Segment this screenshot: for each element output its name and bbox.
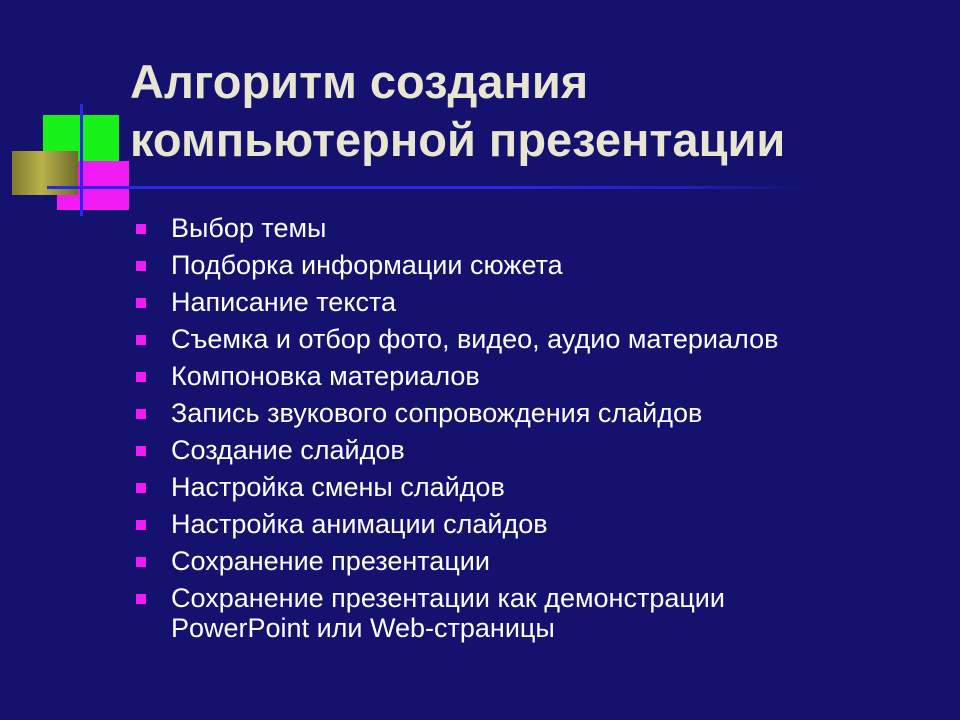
bullet-square-icon: [136, 372, 146, 382]
bullet-square-icon: [136, 409, 146, 419]
list-item: Выбор темы: [133, 213, 933, 250]
bullet-square-icon: [136, 335, 146, 345]
list-item: Компоновка материалов: [133, 361, 933, 398]
decorative-vertical-line: [80, 104, 83, 216]
title-underline: [47, 186, 807, 189]
list-item: Написание текста: [133, 287, 933, 324]
bullet-square-icon: [136, 446, 146, 456]
bullet-square-icon: [136, 594, 146, 604]
slide-title-line-2: компьютерной презентации: [130, 113, 786, 166]
bullet-square-icon: [136, 298, 146, 308]
bullet-square-icon: [136, 557, 146, 567]
bullet-square-icon: [136, 483, 146, 493]
list-item-last: Сохранение презентации как демонстрации PowerPoint или Web-страницы: [133, 583, 933, 643]
list-item: Настройка анимации слайдов: [133, 509, 933, 546]
list-item: Съемка и отбор фото, видео, аудио материалов: [133, 324, 933, 361]
bullet-list: [133, 213, 933, 643]
bullet-square-icon: [136, 261, 146, 271]
bullet-square-icon: [136, 224, 146, 234]
list-item: Сохранение презентации: [133, 546, 933, 583]
list-item: Подборка информации сюжета: [133, 250, 933, 287]
list-item: Настройка смены слайдов: [133, 472, 933, 509]
slide-title: [130, 53, 930, 169]
bullet-square-icon: [136, 520, 146, 530]
list-item: Запись звукового сопровождения слайдов: [133, 398, 933, 435]
slide-title-line-1: Алгоритм создания: [130, 55, 589, 108]
list-item: Создание слайдов: [133, 435, 933, 472]
